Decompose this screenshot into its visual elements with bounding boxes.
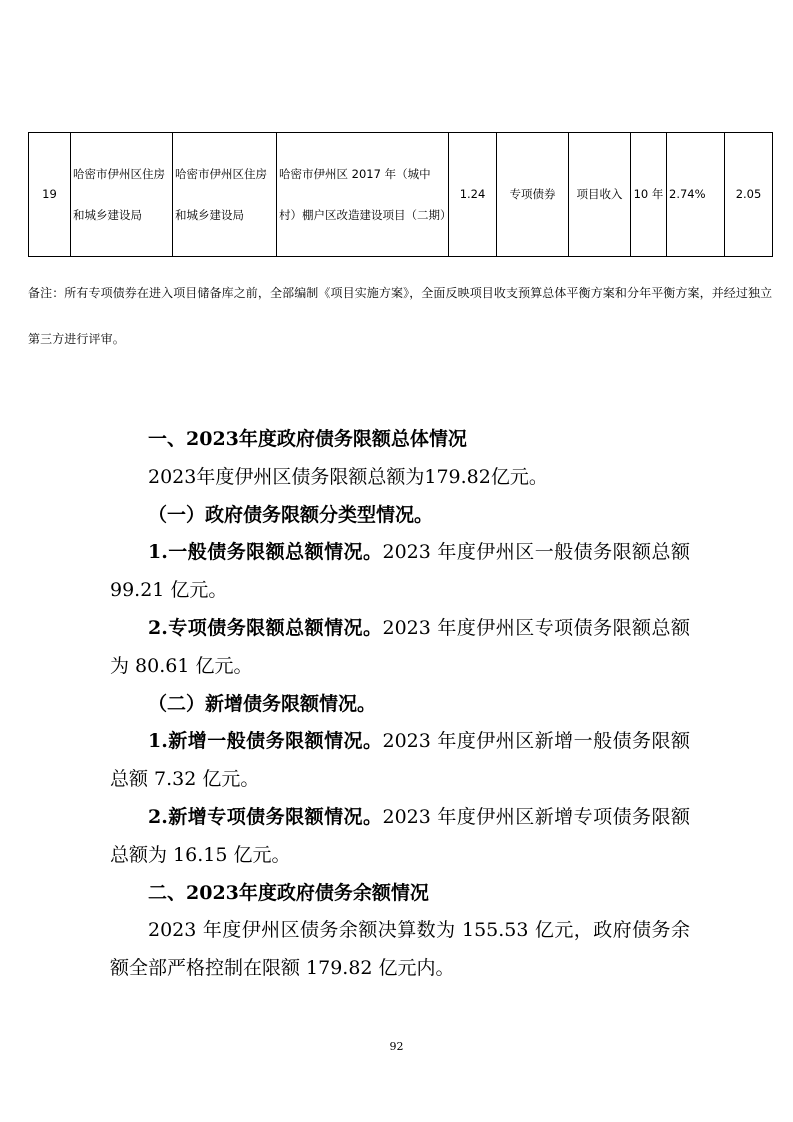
table-row (29, 133, 773, 257)
paragraph-special-limit-lead: 2.专项债务限额总额情况。 (148, 616, 383, 639)
paragraph-new-special-limit-lead: 2.新增专项债务限额情况。 (148, 805, 383, 828)
paragraph-general-limit-text: 2023 年度伊州区一般债务限额总额 99.21 亿元。 (110, 541, 690, 602)
document-body (110, 421, 690, 988)
section-heading-1: 一、2023年度政府债务限额总体情况 (148, 428, 467, 450)
paragraph-new-special-limit (110, 799, 690, 875)
table-note: 备注：所有专项债券在进入项目储备库之前，全部编制《项目实施方案》，全面反映项目收支预算总体平衡方案和分年平衡方案，并经过独立第三方进行评审。 (28, 286, 773, 346)
paragraph-new-special-limit-text: 2023 年度伊州区新增专项债务限额总额为 16.15 亿元。 (110, 805, 690, 866)
paragraph-new-general-limit-text: 2023 年度伊州区新增一般债务限额总额 7.32 亿元。 (110, 730, 690, 791)
bond-type-cell: 专项债券 (497, 133, 569, 257)
project-name-cell: 哈密市伊州区 2017 年（城中村）棚户区改造建设项目（二期） (277, 133, 449, 257)
term-cell: 10 年 (631, 133, 667, 257)
paragraph-balance: 2023 年度伊州区债务余额决算数为 155.53 亿元，政府债务余额全部严格控制在限额 179.82 亿元内。 (110, 919, 690, 980)
section-heading-2: 二、2023年度政府债务余额情况 (148, 881, 429, 904)
paragraph-general-limit-lead: 1.一般债务限额总额情况。 (148, 541, 383, 564)
paragraph-general-limit (110, 534, 690, 610)
paragraph-special-limit (110, 610, 690, 686)
value-cell: 2.05 (725, 133, 773, 257)
subsection-heading-1: （一）政府债务限额分类型情况。 (148, 503, 434, 526)
paragraph-total-limit: 2023年度伊州区债务限额总额为179.82亿元。 (148, 465, 548, 488)
paragraph-special-limit-text: 2023 年度伊州区专项债务限额总额为 80.61 亿元。 (110, 616, 690, 677)
project-table (28, 132, 773, 257)
unit-a-cell: 哈密市伊州区住房和城乡建设局 (71, 133, 173, 257)
paragraph-new-general-limit (110, 723, 690, 799)
rate-cell: 2.74% (667, 133, 725, 257)
page-number: 92 (389, 1040, 404, 1053)
repayment-cell: 项目收入 (569, 133, 631, 257)
subsection-heading-2: （二）新增债务限额情况。 (148, 692, 377, 715)
amount-cell: 1.24 (449, 133, 497, 257)
row-index: 19 (29, 133, 71, 257)
paragraph-new-general-limit-lead: 1.新增一般债务限额情况。 (148, 730, 383, 753)
unit-b-cell: 哈密市伊州区住房和城乡建设局 (173, 133, 277, 257)
